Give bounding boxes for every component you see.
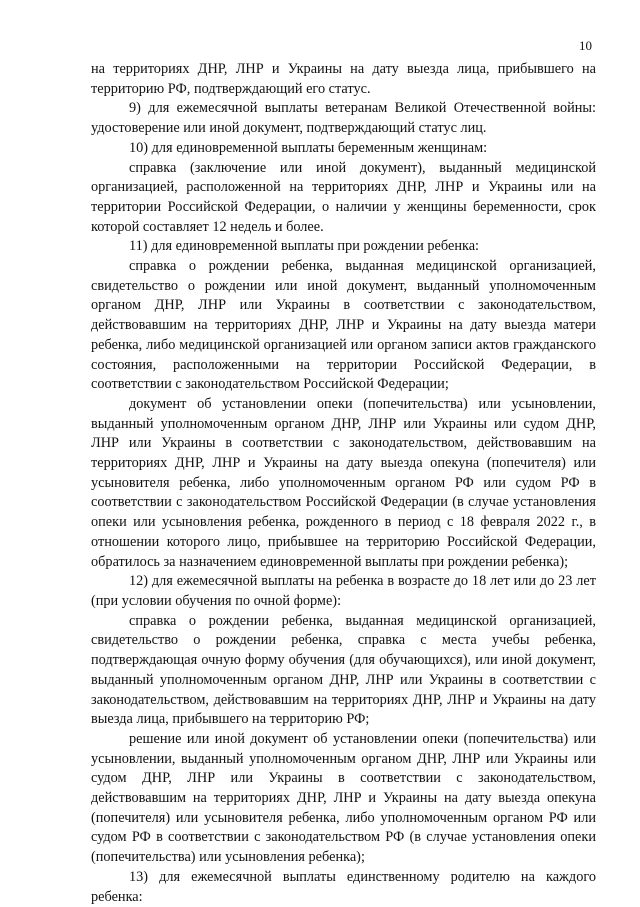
paragraph-item-9-veterans: 9) для ежемесячной выплаты ветеранам Великой Отечественной войны: удостоверение или иной документ, подтверждающий статус лиц. bbox=[91, 100, 596, 137]
page-number: 10 bbox=[579, 38, 592, 53]
paragraph-item-12-birth-certificate: справка о рождении ребенка, выданная медицинской организацией, свидетельство о рождении ребенка, справка с места учебы ребенка, подтверждающая очную форму обучения (для обучающихся), или иной документ, выданный уполномоченным органом ДНР, ЛНР или Украины в соответствии с законодательством, действовавшим на территориях ДНР, ЛНР и Украины на дату выезда лица, прибывшего на территорию РФ; bbox=[91, 612, 596, 728]
paragraph-item-10-heading: 10) для единовременной выплаты беременным женщинам: bbox=[129, 139, 488, 156]
paragraph-item-11-birth-certificate: справка о рождении ребенка, выданная медицинской организацией, свидетельство о рождении или иной документ, выданный уполномоченным органом ДНР, ЛНР или Украины в соответствии с законодательством, действовавшим на территориях ДНР, ЛНР и Украины на дату выезда матери ребенка, либо медицинской организацией или органом записи актов гражданского состояния, расположенными на территории Российской Федерации, в соответствии с законодательством Российской Федерации; bbox=[91, 258, 596, 393]
paragraph-item-10-certificate: справка (заключение или иной документ), выданный медицинской организацией, расположенной на территориях ДНР, ЛНР и Украины или на территории Российской Федерации, о наличии у женщины беременности, срок которой составляет 12 недель и более. bbox=[91, 159, 596, 235]
document-body bbox=[91, 60, 596, 907]
paragraph-item-11-heading: 11) для единовременной выплаты при рождении ребенка: bbox=[129, 238, 480, 255]
paragraph-item-13-heading: 13) для ежемесячной выплаты единственному родителю на каждого ребенка: bbox=[91, 868, 596, 905]
paragraph-item-12-heading: 12) для ежемесячной выплаты на ребенка в возрасте до 18 лет или до 23 лет (при условии обучения по очной форме): bbox=[91, 573, 596, 609]
paragraph-item-11-guardianship: документ об установлении опеки (попечительства) или усыновлении, выданный уполномоченным органом ДНР, ЛНР или Украины или судом ДНР, ЛНР или Украины в соответствии с законодательством, действовавшим на территориях ДНР, ЛНР и Украины на дату выезда опекуна (попечителя) или усыновителя ребенка, либо уполномоченным органом РФ или судом РФ в соответствии с законодательством Российской Федерации (в случае установления опеки или усыновления ребенка, рожденного в период с 18 февраля 2022 г., в отношении которого лицо, прибывшее на территорию Российской Федерации, обратилось за назначением единовременной выплаты при рождении ребенка); bbox=[91, 395, 596, 570]
paragraph-item-12-guardianship: решение или иной документ об установлении опеки (попечительства) или усыновлении, выданный уполномоченным органом ДНР, ЛНР или Украины или судом ДНР, ЛНР или Украины в соответствии с законодательством, действовавшим на территориях ДНР, ЛНР и Украины на дату выезда опекуна (попечителя) или усыновителя ребенка, либо уполномоченным органом РФ или судом РФ в соответствии с законодательством РФ (в случае установления опеки (попечительства) или усыновления ребенка); bbox=[91, 730, 596, 866]
paragraph-status-continuation: на территориях ДНР, ЛНР и Украины на дату выезда лица, прибывшего на территорию РФ, подтверждающий его статус. bbox=[91, 61, 596, 97]
